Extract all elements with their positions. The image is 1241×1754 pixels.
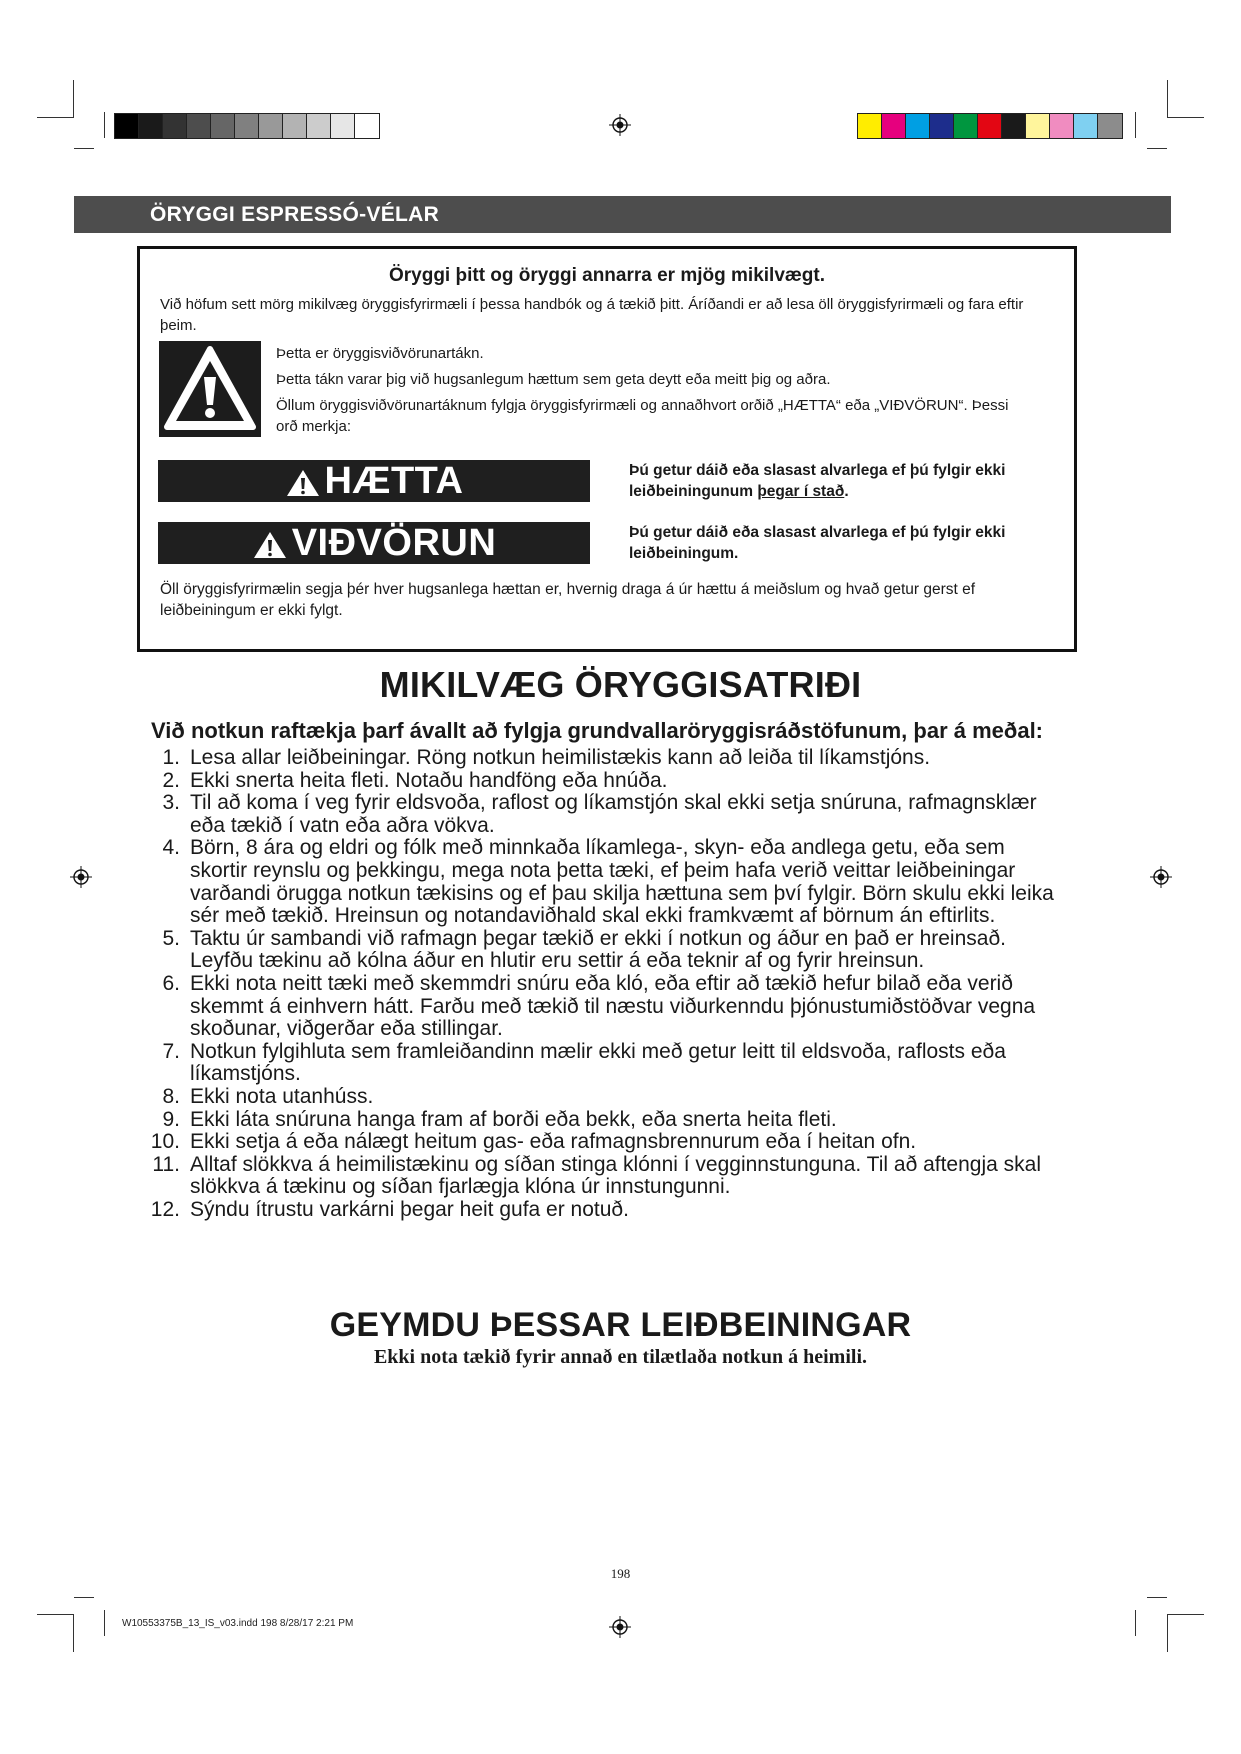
registration-mark-icon <box>1150 866 1172 888</box>
color-swatch <box>187 114 211 138</box>
color-swatch <box>978 114 1002 138</box>
page-number: 198 <box>610 1566 631 1581</box>
list-item-number: 5. <box>162 926 180 950</box>
safeguards-list <box>150 747 1065 1221</box>
print-slug: W10553375B_13_IS_v03.indd 198 8/28/17 2:21 PM <box>122 1618 354 1629</box>
list-item <box>150 973 1065 1041</box>
symbol-definition-line: Þetta er öryggisviðvörunartákn. <box>276 345 484 362</box>
list-item <box>150 928 1065 973</box>
symbol-definition-line: Öllum öryggisviðvörunartáknum fylgja öryggisfyrirmæli og annaðhvort orðið „HÆTTA“ eða „VIÐVÖRUN“. Þessi orð merkja: <box>276 397 1009 435</box>
color-swatch <box>1098 114 1122 138</box>
list-item-text: Ekki nota neitt tæki með skemmdri snúru eða kló, eða eftir að tækið hefur bilað eða verið skemmt á einhvern hátt. Farðu með tækið til næstu viðurkenndu þjónustumiðstöðvar vegna skoðunar, viðgerðar eða stillingar. <box>190 971 1036 1041</box>
crop-mark <box>1147 1597 1167 1598</box>
crop-mark <box>37 117 73 118</box>
crop-mark <box>73 1614 74 1652</box>
color-swatch <box>211 114 235 138</box>
color-swatch <box>307 114 331 138</box>
registration-mark-icon <box>70 866 92 888</box>
symbol-definition-line: Þetta tákn varar þig við hugsanlegum hættum sem geta deytt eða meitt þig og aðra. <box>276 371 831 388</box>
danger-desc-a: Þú getur dáið eða slasast alvarlega ef þú fylgir ekki leiðbeiningunum <box>629 462 1006 500</box>
crop-mark <box>74 1597 94 1598</box>
list-item-text: Lesa allar leiðbeiningar. Röng notkun heimilistækis kann að leiða til líkamstjóns. <box>190 746 931 769</box>
color-swatch <box>139 114 163 138</box>
list-item-number: 4. <box>162 836 180 860</box>
list-item <box>150 837 1065 927</box>
crop-mark <box>1167 80 1168 118</box>
list-item-text: Ekki láta snúruna hanga fram af borði eða bekk, eða snerta heita fleti. <box>190 1107 837 1131</box>
color-swatch <box>283 114 307 138</box>
list-item-text: Ekki setja á eða nálægt heitum gas- eða rafmagnsbrennurum eða í heitan ofn. <box>190 1130 917 1154</box>
list-item <box>150 1131 1065 1154</box>
crop-mark <box>74 148 94 149</box>
safeguards-lead: Við notkun raftækja þarf ávallt að fylgja grundvallaröryggisráðstöfunum, þar á meðal: <box>151 718 1044 743</box>
color-swatch <box>858 114 882 138</box>
list-item-text: Alltaf slökkva á heimilistækinu og síðan stinga klónni í vegginnstunguna. Til að aftengja skal slökkva á tækinu og síðan fjarlægja klóna úr innstungunni. <box>190 1152 1041 1199</box>
crop-mark <box>1168 1614 1204 1615</box>
list-item-number: 9. <box>162 1107 180 1131</box>
crop-mark <box>1135 1610 1136 1636</box>
color-swatch <box>235 114 259 138</box>
color-swatch <box>906 114 930 138</box>
safety-alert-symbol-icon <box>159 341 261 437</box>
list-item-number: 7. <box>162 1039 180 1063</box>
list-item-number: 8. <box>162 1084 180 1108</box>
safety-box-heading: Öryggi þitt og öryggi annarra er mjög mikilvægt. <box>388 265 825 286</box>
danger-desc-emphasis: þegar í stað <box>757 483 845 500</box>
list-item-text: Börn, 8 ára og eldri og fólk með minnkaða líkamlega-, skyn- eða andlega getu, eða sem skortir reynslu og þekkingu, mega nota þetta tæki, ef þeim hafa verið veittar leiðbeiningar varðandi örugga notkun tækisins og ef þau skilja hættuna sem því fylgir. Börn skulu ekki leika sér með tækið. Hreinsun og notandaviðhald skal ekki framkvæmt af börnum án eftirlits. <box>190 836 1054 928</box>
danger-desc-c: . <box>844 483 849 500</box>
color-swatch <box>1074 114 1098 138</box>
list-item-number: 12. <box>150 1197 180 1221</box>
warning-label: VIÐVÖRUN <box>291 522 497 564</box>
safety-box-intro: Við höfum sett mörg mikilvæg öryggisfyrirmæli í þessa handbók og á tækið þitt. Áríðandi er að lesa öll öryggisfyrirmæli og fara eftir þeim. <box>160 296 1024 334</box>
list-item <box>150 770 1065 793</box>
list-item-number: 10. <box>150 1130 180 1154</box>
safety-info-box <box>137 246 1077 652</box>
danger-description <box>629 460 1059 502</box>
color-swatch <box>954 114 978 138</box>
crop-mark <box>104 1610 105 1636</box>
color-swatch <box>1050 114 1074 138</box>
list-item-text: Taktu úr sambandi við rafmagn þegar tækið er ekki í notkun og áður en það er hreinsað. Leyfðu tækinu að kólna áður en hlutir eru settir á eða teknir af og fyrir hreinsun. <box>190 926 1006 973</box>
danger-signal-word <box>158 460 590 502</box>
crop-mark <box>104 112 105 138</box>
list-item-number: 11. <box>152 1152 180 1176</box>
color-swatch <box>930 114 954 138</box>
warning-triangle-icon <box>252 530 288 560</box>
process-color-bar <box>857 113 1123 139</box>
list-item <box>150 1199 1065 1222</box>
color-swatch <box>1002 114 1026 138</box>
color-swatch <box>331 114 355 138</box>
registration-mark-icon <box>609 1616 631 1638</box>
list-item <box>150 1041 1065 1086</box>
color-swatch <box>882 114 906 138</box>
list-item <box>150 1109 1065 1132</box>
registration-mark-icon <box>609 114 631 136</box>
list-item <box>150 792 1065 837</box>
list-item-text: Ekki snerta heita fleti. Notaðu handföng eða hnúða. <box>190 768 668 792</box>
color-swatch <box>259 114 283 138</box>
section-header: ÖRYGGI ESPRESSÓ-VÉLAR <box>74 196 1171 233</box>
color-swatch <box>1026 114 1050 138</box>
crop-mark <box>1168 117 1204 118</box>
crop-mark <box>37 1614 73 1615</box>
household-use-note: Ekki nota tækið fyrir annað en tilætlaða notkun á heimili. <box>373 1346 868 1368</box>
list-item <box>150 1086 1065 1109</box>
list-item-text: Notkun fylgihluta sem framleiðandinn mælir ekki með getur leitt til eldsvoða, raflosts eða líkamstjóns. <box>190 1039 1006 1086</box>
list-item-number: 6. <box>162 971 180 995</box>
list-item-text: Til að koma í veg fyrir eldsvoða, raflost og líkamstjón skal ekki setja snúruna, rafmagnsklær eða tækið í vatn eða aðra vökva. <box>190 791 1037 837</box>
list-item-text: Sýndu ítrustu varkárni þegar heit gufa er notuð. <box>190 1197 629 1221</box>
crop-mark <box>73 80 74 118</box>
warning-triangle-icon <box>285 468 321 498</box>
color-swatch <box>163 114 187 138</box>
crop-mark <box>1135 112 1136 138</box>
grayscale-color-bar <box>114 113 380 139</box>
save-instructions-title: GEYMDU ÞESSAR LEIÐBEININGAR <box>329 1306 912 1344</box>
important-safeguards-title: MIKILVÆG ÖRYGGISATRIÐI <box>379 664 862 705</box>
list-item <box>150 747 1065 770</box>
color-swatch <box>115 114 139 138</box>
danger-label: HÆTTA <box>324 460 464 502</box>
list-item-number: 1. <box>162 746 180 769</box>
crop-mark <box>1167 1614 1168 1652</box>
safety-box-footer: Öll öryggisfyrirmælin segja þér hver hugsanlega hættan er, hvernig draga á úr hættu á meiðslum og hvað getur gerst ef leiðbeiningum er ekki fylgt. <box>160 581 976 619</box>
list-item-text: Ekki nota utanhúss. <box>190 1084 374 1108</box>
crop-mark <box>1147 148 1167 149</box>
warning-signal-word <box>158 522 590 564</box>
color-swatch <box>355 114 379 138</box>
list-item <box>150 1154 1065 1199</box>
list-item-number: 3. <box>162 791 180 815</box>
warning-description: Þú getur dáið eða slasast alvarlega ef þú fylgir ekki leiðbeiningum. <box>629 524 1006 562</box>
list-item-number: 2. <box>162 768 180 792</box>
